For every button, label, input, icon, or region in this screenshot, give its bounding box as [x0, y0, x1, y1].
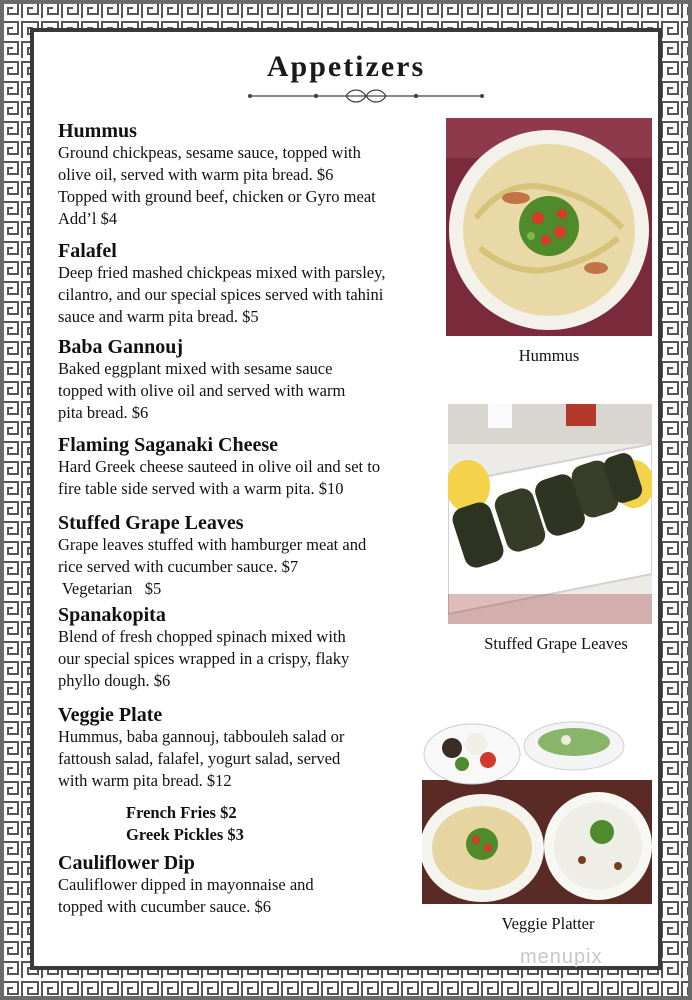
item-desc-line: Blend of fresh chopped spinach mixed with	[58, 627, 346, 646]
menu-item-stuffed-grape-leaves	[58, 512, 438, 600]
item-name: Hummus	[58, 120, 137, 142]
menupix-watermark: menupix	[520, 946, 603, 968]
item-desc-line: Grape leaves stuffed with hamburger meat and	[58, 535, 367, 554]
item-desc-line: Baked eggplant mixed with sesame sauce	[58, 359, 333, 378]
menu-item-veggie-plate	[58, 704, 438, 792]
item-desc-line: Hard Greek cheese sauteed in olive oil and set to	[58, 457, 381, 476]
item-desc-line: topped with cucumber sauce. $6	[58, 897, 272, 916]
item-name: Cauliflower Dip	[58, 852, 195, 874]
item-name: Spanakopita	[58, 604, 166, 626]
item-desc-line: Add’l $4	[58, 209, 118, 228]
item-desc-line: rice served with cucumber sauce. $7	[58, 557, 299, 576]
title-flourish	[246, 88, 486, 104]
item-desc-line: our special spices wrapped in a crispy, flaky	[58, 649, 350, 668]
item-desc-line: Cauliflower dipped in mayonnaise and	[58, 875, 314, 894]
item-desc-line: Ground chickpeas, sesame sauce, topped with	[58, 143, 361, 162]
item-desc-line: pita bread. $6	[58, 403, 149, 422]
item-desc-line: olive oil, served with warm pita bread. $6	[58, 165, 334, 184]
item-name: Stuffed Grape Leaves	[58, 512, 244, 534]
item-name: Baba Gannouj	[58, 336, 184, 358]
item-desc-line: topped with olive oil and served with warm	[58, 381, 346, 400]
menu-item-baba-gannouj	[58, 336, 438, 424]
addon-greek-pickles: Greek Pickles $3	[126, 825, 244, 844]
veggie-platter-caption: Veggie Platter	[501, 914, 595, 933]
item-desc-line: with warm pita bread. $12	[58, 771, 232, 790]
item-desc-line: cilantro, and our special spices served with tahini	[58, 285, 384, 304]
item-desc-line: Deep fried mashed chickpeas mixed with parsley,	[58, 263, 386, 282]
item-name: Veggie Plate	[58, 704, 163, 726]
menu-item-spanakopita	[58, 604, 438, 692]
item-desc-line: fattoush salad, falafel, yogurt salad, served	[58, 749, 341, 768]
item-desc-line: Hummus, baba gannouj, tabbouleh salad or	[58, 727, 345, 746]
hummus-photo	[446, 118, 652, 336]
stuffed-grape-leaves-caption: Stuffed Grape Leaves	[484, 634, 628, 653]
page-title: Appetizers	[266, 50, 426, 83]
hummus-caption: Hummus	[518, 346, 580, 365]
stuffed-grape-leaves-photo	[448, 404, 652, 624]
menu-item-saganaki	[58, 434, 458, 500]
item-desc-line: Vegetarian $5	[58, 579, 162, 598]
menu-item-hummus	[58, 120, 438, 230]
menu-item-cauliflower-dip	[58, 852, 438, 918]
item-desc-line: phyllo dough. $6	[58, 671, 171, 690]
item-desc-line: fire table side served with a warm pita. $10	[58, 479, 344, 498]
veggie-plate-addons	[126, 802, 326, 846]
item-desc-line: Topped with ground beef, chicken or Gyro meat	[58, 187, 376, 206]
item-name: Flaming Saganaki Cheese	[58, 434, 279, 456]
addon-french-fries: French Fries $2	[126, 803, 237, 822]
item-desc-line: sauce and warm pita bread. $5	[58, 307, 259, 326]
veggie-platter-photo	[422, 720, 652, 904]
menu-item-falafel	[58, 240, 438, 328]
item-name: Falafel	[58, 240, 117, 262]
